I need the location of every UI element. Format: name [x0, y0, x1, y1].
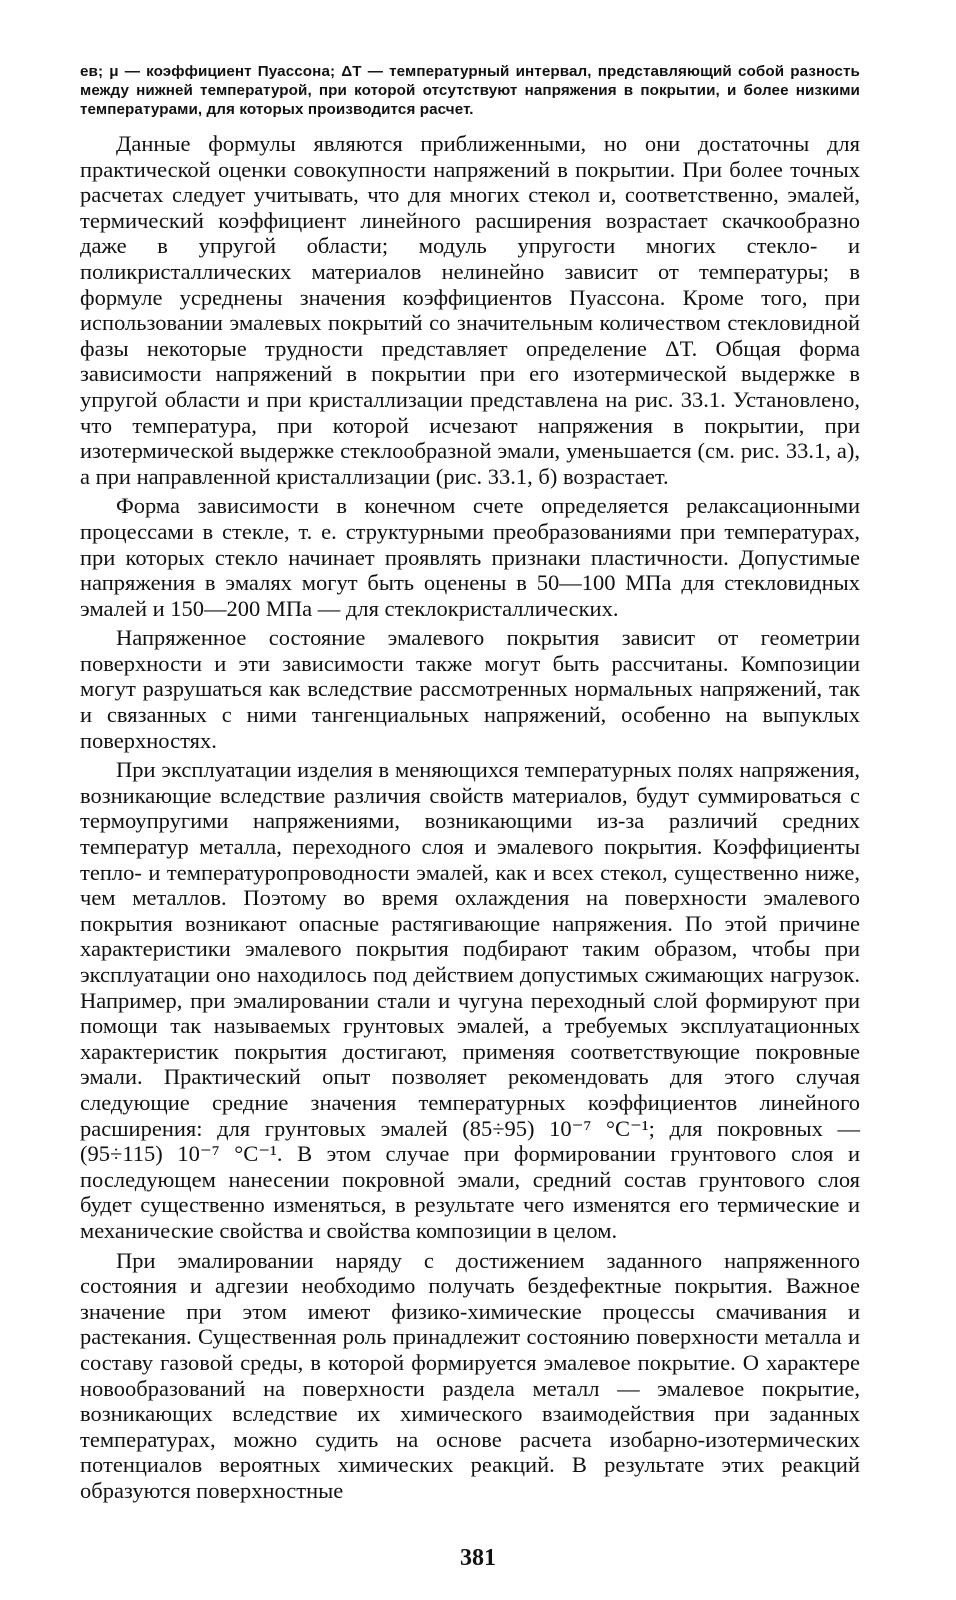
paragraph-operation: При эксплуатации изделия в меняющихся температурных полях напряжения, возникающие вследствие различия свойств материалов, будут суммироваться с термоупругими напряжениями, возникающими из-за различий средних температур металла, переходного слоя и эмалевого покрытия. Коэффициенты тепло- и температуропроводности эмалей, как и всех стекол, существенно ниже, чем металлов. Поэтому во время охлаждения на поверхности эмалевого покрытия возникают опасные растягивающие напряжения. По этой причине характеристики эмалевого покрытия подбирают таким образом, чтобы при эксплуатации оно находилось под действием допустимых сжимающих нагрузок. Например, при эмалировании стали и чугуна переходный слой формируют при помощи так называемых грунтовых эмалей, а требуемых эксплуатационных характеристик покрытия достигают, применяя соответствующие покровные эмали. Практический опыт позволяет рекомендовать для этого случая следующие средние значения температурных коэффициентов линейного расширения: для грунтовых эмалей (85÷95) 10⁻⁷ °C⁻¹; для покровных — (95÷115) 10⁻⁷ °C⁻¹. В этом случае при формировании грунтового слоя и последующем нанесении покровной эмали, средний состав грунтового слоя будет существенно изменяться, в результате чего изменятся его термические и механические свойства и свойства композиции в целом. [80, 757, 860, 1243]
page-number: 381 [460, 1545, 496, 1571]
footnote-text: ев; μ — коэффициент Пуассона; ΔT — температурный интервал, представляющий собой разность между нижней температурой, при которой отсутствуют напряжения в покрытии, и более низкими температурами, для которых производится расчет. [80, 63, 860, 118]
page-body [80, 62, 860, 1503]
paragraph-geometry: Напряженное состояние эмалевого покрытия зависит от геометрии поверхности и эти зависимости также могут быть рассчитаны. Композиции могут разрушаться как вследствие рассмотренных нормальных напряжений, так и связанных с ними тангенциальных напряжений, особенно на выпуклых поверхностях. [80, 625, 860, 753]
paragraph-formula-accuracy: Данные формулы являются приближенными, но они достаточны для практической оценки совокупности напряжений в покрытии. При более точных расчетах следует учитывать, что для многих стекол и, соответственно, эмалей, термический коэффициент линейного расширения возрастает скачкообразно даже в упругой области; модуль упругости многих стекло- и поликристаллических материалов нелинейно зависит от температуры; в формуле усреднены значения коэффициентов Пуассона. Кроме того, при использовании эмалевых покрытий со значительным количеством стекловидной фазы некоторые трудности представляет определение ΔT. Общая форма зависимости напряжений в покрытии при его изотермической выдержке в упругой области и при кристаллизации представлена на рис. 33.1. Установлено, что температура, при которой исчезают напряжения в покрытии, при изотермической выдержке стеклообразной эмали, уменьшается (см. рис. 33.1, а), а при направленной кристаллизации (рис. 33.1, б) возрастает. [80, 131, 860, 489]
paragraph-relaxation: Форма зависимости в конечном счете определяется релаксационными процессами в стекле, т. е. структурными преобразованиями при температурах, при которых стекло начинает проявлять признаки пластичности. Допустимые напряжения в эмалях могут быть оценены в 50—100 МПа для стекловидных эмалей и 150—200 МПа — для стеклокристаллических. [80, 493, 860, 621]
paragraph-enameling: При эмалировании наряду с достижением заданного напряженного состояния и адгезии необходимо получать бездефектные покрытия. Важное значение при этом имеют физико-химические процессы смачивания и растекания. Существенная роль принадлежит состоянию поверхности металла и составу газовой среды, в которой формируется эмалевое покрытие. О характере новообразований на поверхности раздела металл — эмалевое покрытие, возникающих вследствие их химического взаимодействия при заданных температурах, можно судить на основе расчета изобарно-изотермических потенциалов вероятных химических реакций. В результате этих реакций образуются поверхностные [80, 1247, 860, 1503]
